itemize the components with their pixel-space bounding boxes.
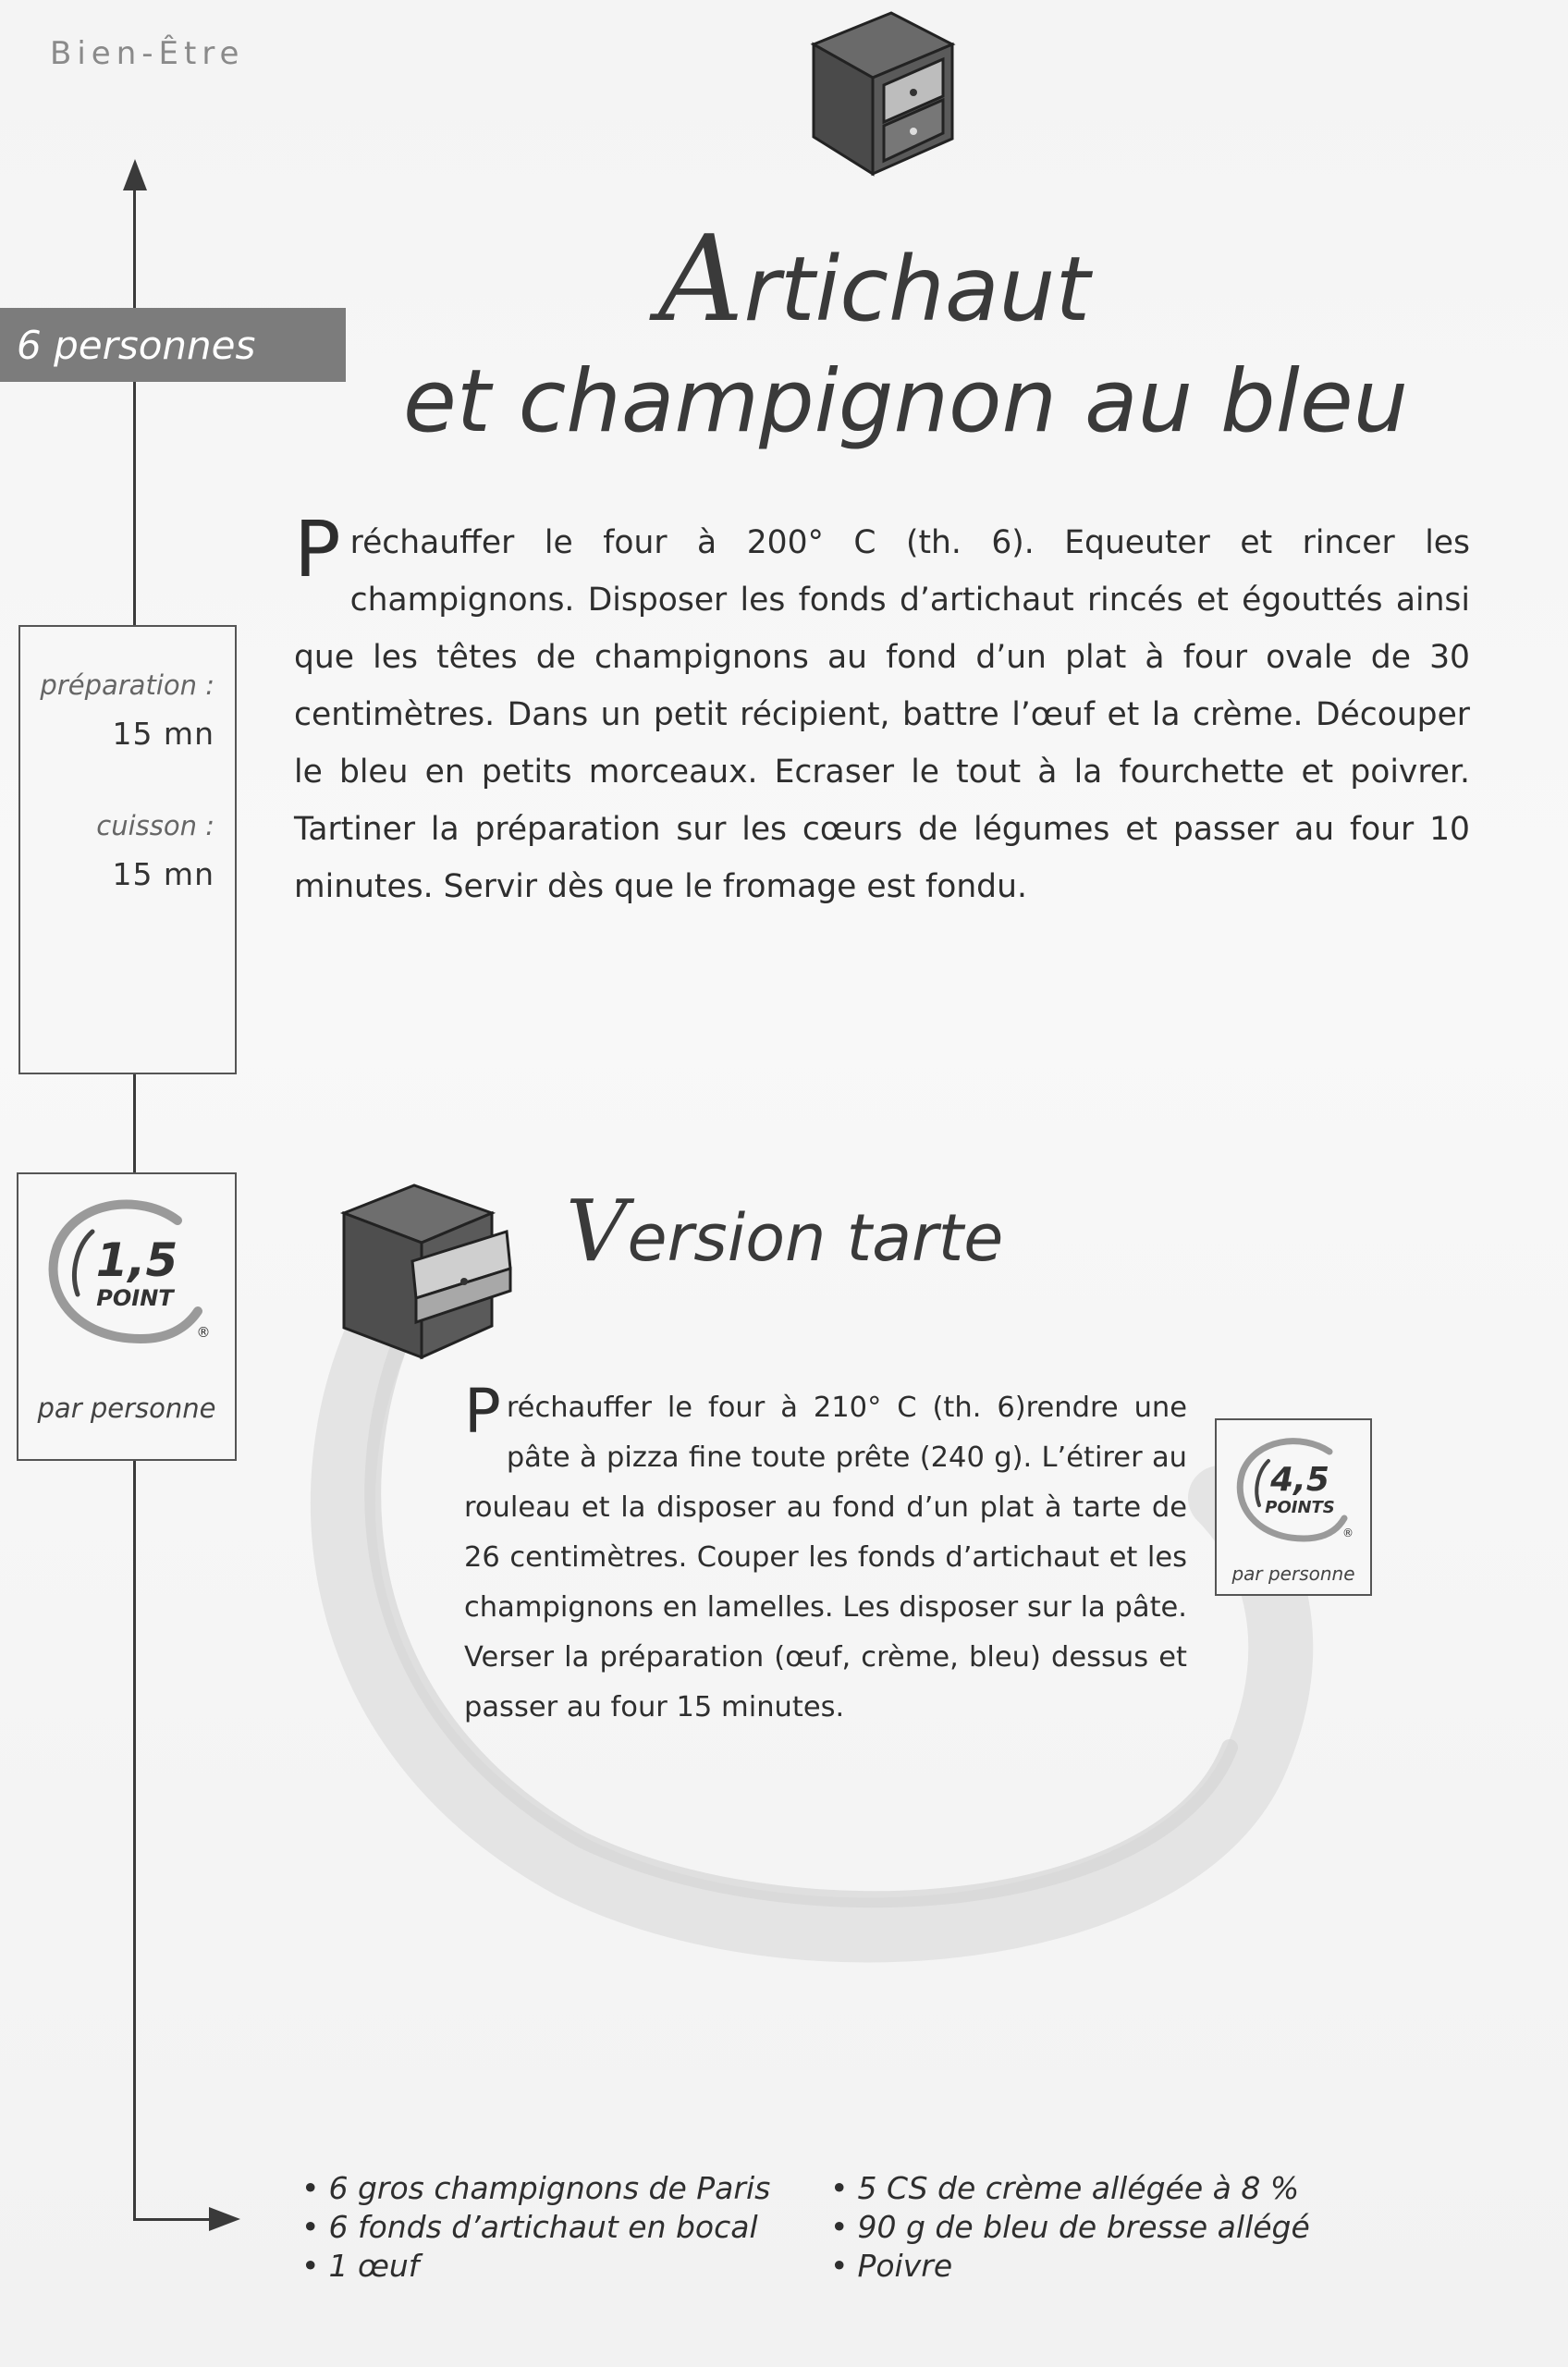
recipe-instructions: [294, 504, 1470, 915]
ingredients-list-right: [830, 2169, 1310, 2286]
ingredient-item: • 6 fonds d’artichaut en bocal: [301, 2208, 770, 2247]
title-initial: A: [658, 211, 744, 349]
variant-instructions: [464, 1376, 1187, 1733]
points-box: [17, 1172, 237, 1461]
timeline-up-arrow-icon: [123, 159, 147, 190]
ingredients-list-left: [301, 2169, 770, 2286]
points-unit: POINT: [96, 1285, 174, 1311]
ingredient-item: • Poivre: [830, 2247, 1310, 2286]
section-label: Bien-Être: [50, 35, 245, 72]
variant-points-box: [1215, 1418, 1372, 1596]
preparation-value: 15 mn: [112, 716, 214, 752]
ingredient-item: • 1 œuf: [301, 2247, 770, 2286]
variant-dropcap: P: [464, 1376, 501, 1447]
ingredient-item: • 5 CS de crème allégée à 8 %: [830, 2169, 1310, 2208]
servings-tag: [0, 308, 346, 382]
nightstand-open-drawer-illustration: [335, 1172, 520, 1368]
points-badge-icon: [39, 1191, 220, 1354]
ingredient-item: • 6 gros champignons de Paris: [301, 2169, 770, 2208]
timeline-right-arrow-icon: [209, 2207, 240, 2231]
points-value: 1,5: [95, 1233, 178, 1287]
cooking-label: cuisson :: [96, 810, 214, 841]
variant-title-initial: V: [566, 1182, 628, 1281]
nightstand-top-illustration: [806, 7, 960, 179]
variant-points-registered: ®: [1342, 1527, 1354, 1539]
recipe-title-line1: [658, 211, 1090, 349]
variant-title-rest: ersion tarte: [627, 1200, 1004, 1276]
recipe-text: réchauffer le four à 200° C (th. 6). Equeuter et rincer les champignons. Disposer les fonds d’artichaut rincés et égouttés ainsi que les têtes de champignons au fond d’un plat à four ovale de 30 centimètres. Dans un petit récipient, battre l’œuf et la crème. Découper le bleu en petits morceaux. Ecraser le tout à la fourchette et poivrer. Tartiner la préparation sur les cœurs de légumes et passer au four 10 minutes. Servir dès que le fromage est fondu.: [294, 524, 1470, 905]
title-rest: rtichaut: [743, 238, 1091, 341]
recipe-title-line2: et champignon au bleu: [403, 351, 1409, 452]
variant-points-per-person: par personne: [1231, 1563, 1355, 1585]
cooking-value: 15 mn: [112, 856, 214, 892]
points-per-person: par personne: [37, 1392, 216, 1424]
time-box: [18, 625, 237, 1074]
recipe-dropcap: P: [294, 504, 341, 595]
variant-points-badge-icon: [1230, 1431, 1361, 1551]
points-registered: ®: [196, 1324, 211, 1341]
variant-points-unit: POINTS: [1265, 1498, 1335, 1517]
variant-points-value: 4,5: [1270, 1461, 1329, 1499]
ingredient-item: • 90 g de bleu de bresse allégé: [830, 2208, 1310, 2247]
variant-text: réchauffer le four à 210° C (th. 6)rendre une pâte à pizza fine toute prête (240 g). L’étirer au rouleau et la disposer au fond d’un plat à tarte de 26 centimètres. Couper les fonds d’artichaut et les champignons en lamelles. Les disposer sur la pâte. Verser la préparation (œuf, crème, bleu) dessus et passer au four 15 minutes.: [464, 1392, 1187, 1723]
variant-title: [566, 1182, 1003, 1281]
preparation-label: préparation :: [40, 669, 214, 701]
servings-label: 6 personnes: [17, 322, 256, 368]
